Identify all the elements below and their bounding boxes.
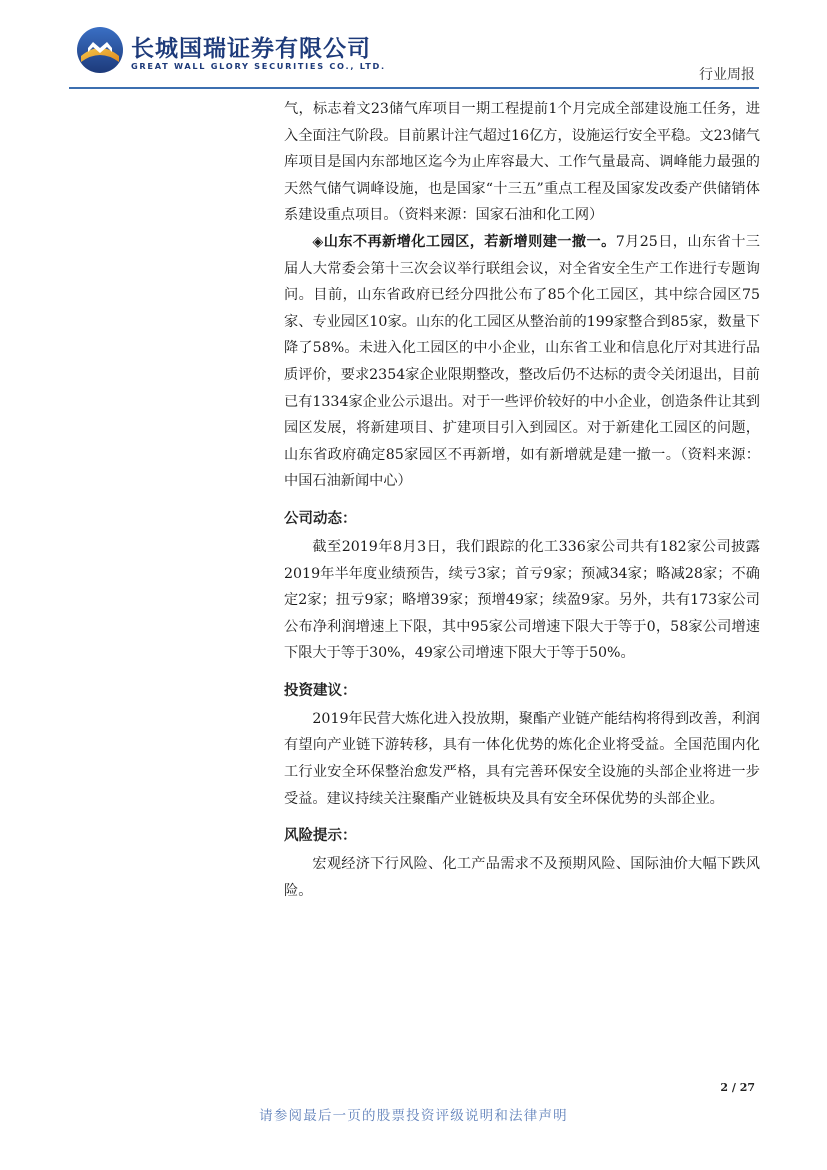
- page-header: [0, 0, 827, 90]
- paragraph-investment-advice: 2019年民营大炼化进入投放期，聚酯产业链产能结构将得到改善，利润有望向产业链下游转移，具有一体化优势的炼化企业将受益。全国范围内化工行业安全环保整治愈发严格，具有完善环保安全设施的头部企业将进一步受益。建议持续关注聚酯产业链板块及具有安全环保优势的头部企业。: [284, 710, 760, 807]
- paragraph-shandong-parks: [284, 229, 760, 495]
- paragraph-risk-warning: 宏观经济下行风险、化工产品需求不及预期风险、国际油价大幅下跌风险。: [284, 856, 760, 899]
- news-headline: ◈山东不再新增化工园区，若新增则建一撤一。: [312, 233, 616, 250]
- section-heading-company: 公司动态：: [284, 510, 357, 527]
- footer-disclaimer: 请参阅最后一页的股票投资评级说明和法律声明: [259, 1108, 568, 1124]
- report-body: [284, 96, 760, 904]
- company-name-cn: 长城国瑞证券有限公司: [131, 36, 371, 62]
- header-divider: [69, 87, 759, 89]
- news-body: 7月25日，山东省十三届人大常委会第十三次会议举行联组会议，对全省安全生产工作进行专题询问。目前，山东省政府已经分四批公布了85个化工园区，其中综合园区75家、专业园区10家。山东的化工园区从整治前的199家整合到85家，数量下降了58%。未进入化工园区的中小企业，山东省工业和信息化厅对其进行品质评价，要求2354家企业限期整改，整改后仍不达标的责令关闭退出，目前已有1334家企业公示退出。对于一些评价较好的中小企业，创造条件让其到园区发展，将新建项目、扩建项目引入到园区。对于新建化工园区的问题，山东省政府确定85家园区不再新增，如有新增就是建一撤一。（资料来源：中国石油新闻中心）: [284, 233, 760, 490]
- report-type-label: 行业周报: [699, 67, 755, 83]
- paragraph-gas-storage: 气，标志着文23储气库项目一期工程提前1个月完成全部建设施工任务，进入全面注气阶段。目前累计注气超过16亿方，设施运行安全平稳。文23储气库项目是国内东部地区迄今为止库容最大、工作气量最高、调峰能力最强的天然气储气调峰设施，也是国家“十三五”重点工程及国家发改委产供储销体系建设重点项目。（资料来源：国家石油和化工网）: [284, 101, 760, 224]
- great-wall-logo-icon: [76, 26, 124, 74]
- company-name-en: GREAT WALL GLORY SECURITIES CO., LTD.: [131, 61, 386, 71]
- section-heading-investment: 投资建议：: [284, 682, 357, 699]
- section-heading-risk: 风险提示：: [284, 828, 357, 845]
- paragraph-company-updates: 截至2019年8月3日，我们跟踪的化工336家公司共有182家公司披露2019年半年度业绩预告，续亏3家；首亏9家；预减34家；略减28家；不确定2家；扭亏9家；略增39家；预增49家；续盈9家。另外，共有173家公司公布净利润增速上下限，其中95家公司增速下限大于等于0，58家公司增速下限大于等于30%，49家公司增速下限大于等于50%。: [284, 538, 760, 662]
- page-number: 2 / 27: [720, 1081, 755, 1094]
